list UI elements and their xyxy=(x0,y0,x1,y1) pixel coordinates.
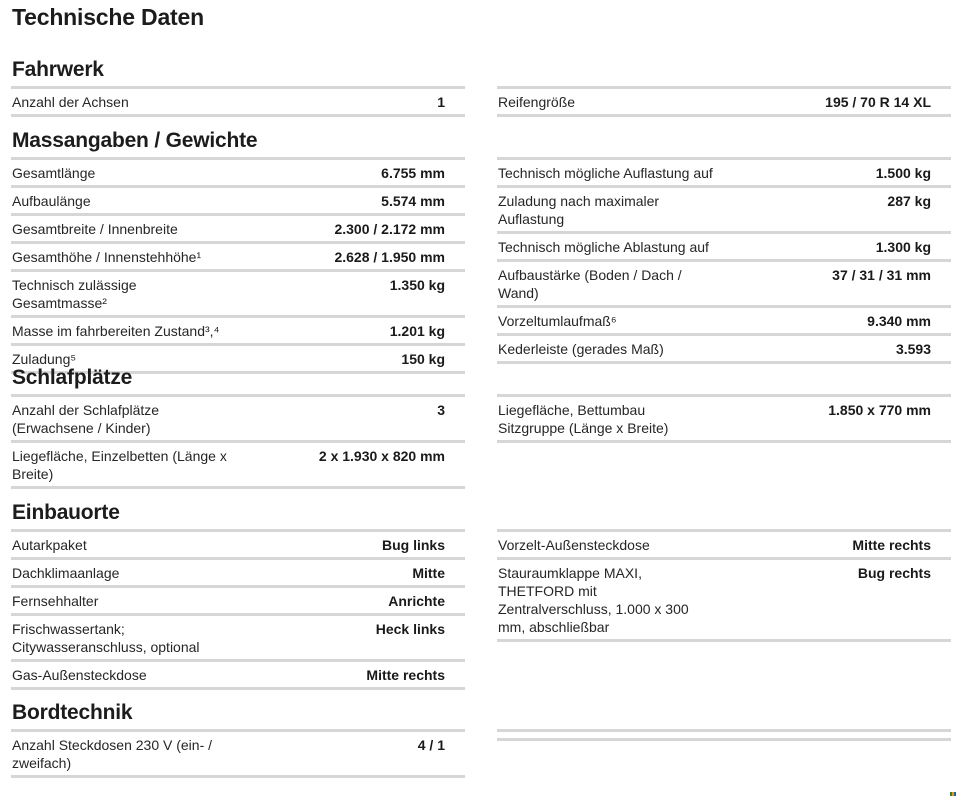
spec-value: 2.628 / 1.950 mm xyxy=(334,249,445,265)
spec-row xyxy=(11,315,465,343)
empty-row xyxy=(497,729,951,741)
spec-label: Gas-Außensteckdose xyxy=(12,667,147,683)
spec-column-left xyxy=(11,86,465,117)
spec-label: Technisch zulässige Gesamtmasse² xyxy=(12,277,137,311)
spec-label: Liegefläche, Einzelbetten (Länge x Breite) xyxy=(12,448,227,482)
spec-row xyxy=(497,394,951,443)
spec-value: 1.500 kg xyxy=(875,165,931,181)
spec-label: Technisch mögliche Ablastung auf xyxy=(498,239,709,255)
spec-value: Heck links xyxy=(375,621,445,637)
spec-value: 2 x 1.930 x 820 mm xyxy=(318,448,445,464)
spec-column-right xyxy=(497,157,951,364)
spec-value: 2.300 / 2.172 mm xyxy=(334,221,445,237)
spec-column-right xyxy=(497,394,951,443)
spec-label: Gesamtlänge xyxy=(12,165,96,181)
spec-row xyxy=(497,157,951,185)
spec-label: Vorzeltumlaufmaß⁶ xyxy=(498,313,617,329)
spec-value: 1.201 kg xyxy=(389,323,445,339)
spec-row xyxy=(11,213,465,241)
section-title: Einbauorte xyxy=(12,501,120,524)
spec-label: Aufbaustärke (Boden / Dach / Wand) xyxy=(498,267,682,301)
spec-row xyxy=(497,557,951,642)
page-title: Technische Daten xyxy=(12,4,204,30)
spec-row xyxy=(11,86,465,117)
spec-value: 5.574 mm xyxy=(381,193,445,209)
spec-row xyxy=(497,185,951,231)
spec-value: 287 kg xyxy=(887,193,931,209)
spec-row xyxy=(11,185,465,213)
spec-row xyxy=(11,269,465,315)
spec-label: Anzahl der Achsen xyxy=(12,94,129,110)
spec-row xyxy=(11,659,465,690)
spec-label: Reifengröße xyxy=(498,94,576,110)
spec-column-left xyxy=(11,394,465,489)
spec-row xyxy=(497,333,951,364)
spec-row xyxy=(497,231,951,259)
spec-label: Stauraumklappe MAXI, THETFORD mit Zentralverschluss, 1.000 x 300 mm, abschließbar xyxy=(498,565,689,635)
spec-value: Bug links xyxy=(381,537,445,553)
spec-value: 1.350 kg xyxy=(389,277,445,293)
spec-value: Mitte rechts xyxy=(366,667,445,683)
spec-label: Frischwassertank; Citywasseranschluss, optional xyxy=(12,621,200,655)
spec-label: Liegefläche, Bettumbau Sitzgruppe (Länge x Breite) xyxy=(498,402,669,436)
spec-row xyxy=(11,529,465,557)
spec-column-left xyxy=(11,157,465,374)
spec-label: Autarkpaket xyxy=(12,537,87,553)
spec-column-left xyxy=(11,729,465,778)
spec-row xyxy=(11,585,465,613)
spec-label: Zuladung⁵ xyxy=(12,351,77,367)
spec-column-right xyxy=(497,86,951,117)
spec-row xyxy=(11,440,465,489)
spec-value: 3.593 xyxy=(895,341,931,357)
spec-value: 3 xyxy=(437,402,445,418)
section-title: Fahrwerk xyxy=(12,58,104,81)
spec-value: Mitte xyxy=(412,565,445,581)
spec-row xyxy=(11,241,465,269)
section-title: Bordtechnik xyxy=(12,701,133,724)
spec-value: Mitte rechts xyxy=(852,537,931,553)
spec-row xyxy=(11,729,465,778)
spec-value: 150 kg xyxy=(401,351,445,367)
spec-value: 9.340 mm xyxy=(867,313,931,329)
spec-label: Vorzelt-Außensteckdose xyxy=(498,537,650,553)
spec-label: Kederleiste (gerades Maß) xyxy=(498,341,664,357)
spec-value: 1.300 kg xyxy=(875,239,931,255)
corner-mark xyxy=(950,792,956,796)
section-title: Massangaben / Gewichte xyxy=(12,129,258,152)
spec-row xyxy=(497,86,951,117)
spec-label: Aufbaulänge xyxy=(12,193,91,209)
spec-row xyxy=(11,157,465,185)
spec-label: Masse im fahrbereiten Zustand³,⁴ xyxy=(12,323,220,339)
spec-row xyxy=(497,259,951,305)
spec-value: Bug rechts xyxy=(857,565,931,581)
spec-row xyxy=(11,394,465,440)
spec-value: 6.755 mm xyxy=(381,165,445,181)
spec-label: Zuladung nach maximaler Auflastung xyxy=(498,193,660,227)
spec-value: 1 xyxy=(437,94,445,110)
spec-label: Anzahl Steckdosen 230 V (ein- / zweifach) xyxy=(12,737,213,771)
spec-label: Gesamtbreite / Innenbreite xyxy=(12,221,178,237)
spec-row xyxy=(11,557,465,585)
spec-column-right xyxy=(497,529,951,642)
spec-label: Dachklimaanlage xyxy=(12,565,120,581)
spec-label: Anzahl der Schlafplätze (Erwachsene / Kinder) xyxy=(12,402,160,436)
spec-value: 4 / 1 xyxy=(417,737,445,753)
spec-label: Fernsehhalter xyxy=(12,593,99,609)
spec-value: 1.850 x 770 mm xyxy=(828,402,931,418)
spec-value: Anrichte xyxy=(388,593,445,609)
spec-row xyxy=(11,613,465,659)
spec-row xyxy=(497,529,951,557)
spec-label: Technisch mögliche Auflastung auf xyxy=(498,165,713,181)
spec-row xyxy=(497,305,951,333)
spec-column-left xyxy=(11,529,465,690)
spec-column-right xyxy=(497,729,951,741)
spec-label: Gesamthöhe / Innenstehhöhe¹ xyxy=(12,249,202,265)
section-title: Schlafplätze xyxy=(12,366,133,389)
spec-value: 37 / 31 / 31 mm xyxy=(832,267,931,283)
spec-value: 195 / 70 R 14 XL xyxy=(825,94,931,110)
